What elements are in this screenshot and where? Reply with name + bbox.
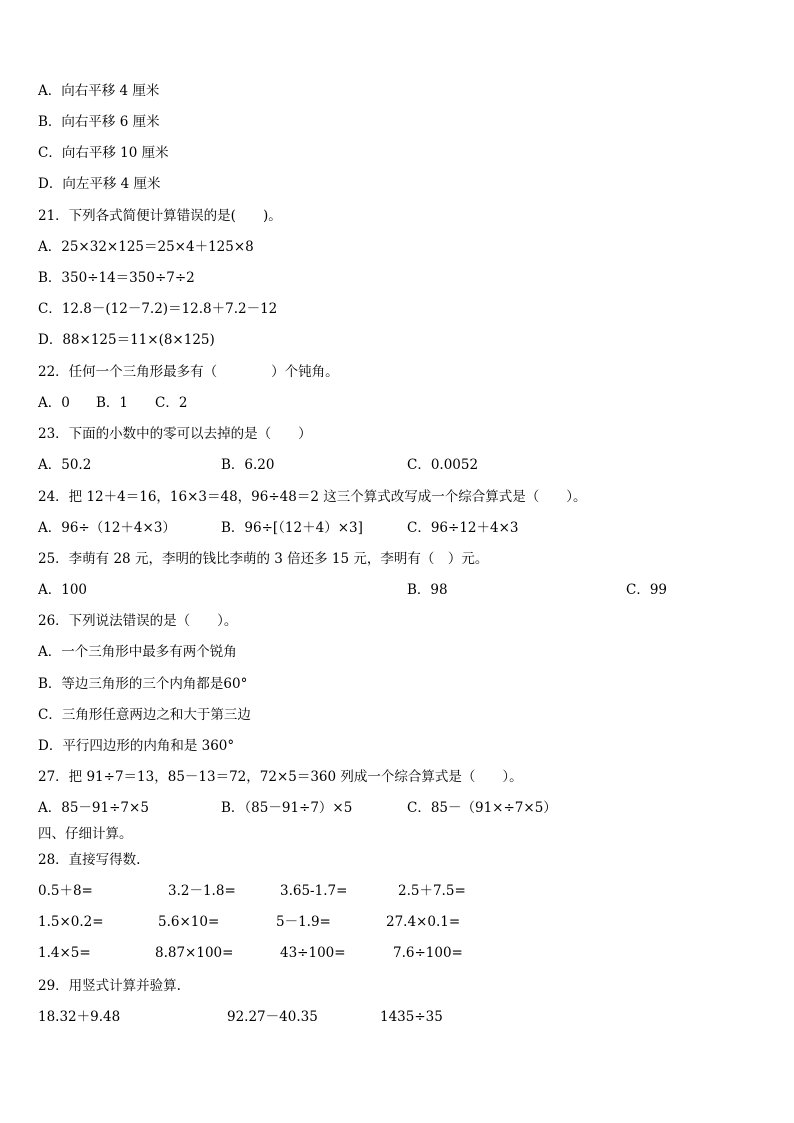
q21-option-c: C．12.8－(12－7.2)＝12.8＋7.2－12 [38, 301, 278, 317]
q25-stem: 25．李萌有 28 元，李明的钱比李萌的 3 倍还多 15 元，李明有（ ）元。 [38, 551, 489, 567]
q22-option-a: A．0 [38, 395, 70, 411]
calc-item: 43÷100= [280, 945, 346, 961]
q23-option-c: C．0.0052 [407, 457, 479, 473]
q25-option-b: B．98 [407, 582, 448, 598]
q22-option-b: B．1 [96, 395, 129, 411]
calc-item: 5.6×10= [158, 914, 220, 930]
q23-option-b: B．6.20 [221, 457, 275, 473]
calc-item: 1.4×5= [38, 945, 91, 961]
q23-option-a: A．50.2 [38, 457, 92, 473]
q26-option-c: C．三角形任意两边之和大于第三边 [38, 707, 251, 723]
calc-item: 1.5×0.2= [38, 914, 104, 930]
q21-option-b: B．350÷14＝350÷7÷2 [38, 270, 195, 286]
q26-option-a: A．一个三角形中最多有两个锐角 [38, 644, 237, 660]
calc-item: 8.87×100= [155, 945, 234, 961]
q24-option-c: C．96÷12＋4×3 [407, 520, 519, 536]
q20-option-a: A．向右平移 4 厘米 [38, 83, 160, 99]
q27-option-b: B．（85－91÷7）×5 [221, 800, 353, 816]
q25-option-c: C．99 [626, 582, 668, 598]
calc-item: 0.5＋8= [38, 883, 93, 899]
q21-option-a: A．25×32×125＝25×4＋125×8 [38, 239, 254, 255]
vertical-calc-item: 92.27－40.35 [227, 1009, 318, 1025]
q24-option-a: A．96÷（12＋4×3） [38, 520, 176, 536]
q28-stem: 28．直接写得数. [38, 852, 141, 868]
q24-option-b: B．96÷[（12＋4）×3] [221, 520, 363, 536]
section-title: 四、仔细计算。 [38, 826, 133, 842]
q20-option-c: C．向右平移 10 厘米 [38, 145, 169, 161]
calc-item: 3.2－1.8= [168, 883, 236, 899]
q20-option-b: B．向右平移 6 厘米 [38, 114, 160, 130]
q24-stem: 24．把 12＋4＝16，16×3＝48，96÷48＝2 这三个算式改写成一个综合算式是（ ）。 [38, 489, 587, 505]
q20-option-d: D．向左平移 4 厘米 [38, 176, 161, 192]
calc-item: 2.5＋7.5= [398, 883, 466, 899]
q29-stem: 29．用竖式计算并验算. [38, 978, 181, 994]
q26-stem: 26．下列说法错误的是（ ）。 [38, 613, 238, 629]
q23-stem: 23．下面的小数中的零可以去掉的是（ ） [38, 426, 312, 442]
vertical-calc-item: 1435÷35 [380, 1009, 443, 1025]
q27-stem: 27．把 91÷7＝13，85－13＝72，72×5＝360 列成一个综合算式是（ ）。 [38, 769, 523, 785]
q22-option-c: C．2 [155, 395, 188, 411]
q21-stem: 21．下列各式简便计算错误的是( )。 [38, 208, 282, 224]
q26-option-b: B．等边三角形的三个内角都是60° [38, 676, 248, 692]
calc-item: 27.4×0.1= [386, 914, 461, 930]
q22-stem: 22．任何一个三角形最多有（ ）个钝角。 [38, 364, 339, 380]
calc-item: 3.65-1.7= [280, 883, 348, 899]
calc-item: 7.6÷100= [393, 945, 463, 961]
q25-option-a: A．100 [38, 582, 88, 598]
q27-option-c: C．85－（91×÷7×5） [407, 800, 557, 816]
calc-item: 5－1.9= [276, 914, 331, 930]
q26-option-d: D．平行四边形的内角和是 360° [38, 738, 235, 754]
q21-option-d: D．88×125＝11×(8×125) [38, 332, 215, 348]
vertical-calc-item: 18.32＋9.48 [38, 1009, 121, 1025]
q27-option-a: A．85－91÷7×5 [38, 800, 149, 816]
